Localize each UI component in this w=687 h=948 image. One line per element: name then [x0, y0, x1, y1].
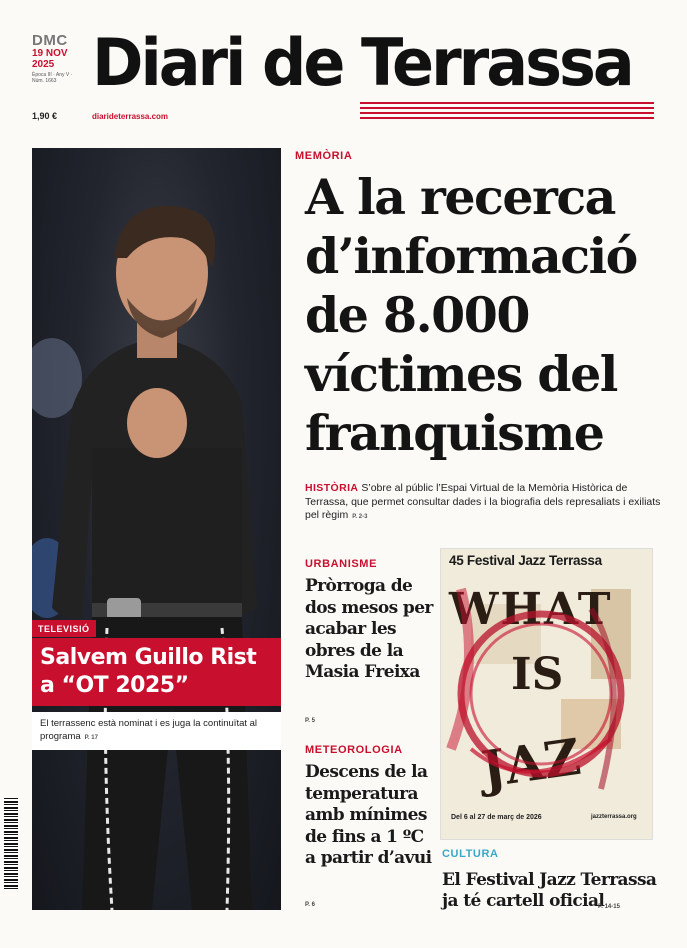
cultura-kicker: CULTURA — [442, 848, 499, 860]
barcode — [4, 798, 18, 890]
issue-date: 19 NOV 2025 — [32, 48, 68, 70]
poster-dates: Del 6 al 27 de març de 2026 — [451, 814, 542, 821]
poster-artwork — [441, 549, 653, 840]
meteo-page: P. 6 — [305, 902, 315, 908]
lead-subhead — [305, 482, 665, 525]
lead-sub-kicker: HISTÒRIA — [305, 482, 359, 494]
feature-deck-text: El terrassenc està nominat i es juga la continuïtat al programa — [40, 718, 258, 742]
edition-label: DMC — [32, 32, 68, 49]
urbanisme-headline[interactable]: Pròrroga de dos mesos per acabar les obres de la Masia Freixa — [305, 576, 433, 682]
cultura-page: P. 14-15 — [598, 904, 620, 910]
newspaper-logo: Diari de Terrassa — [92, 24, 632, 101]
jazz-festival-poster[interactable] — [440, 548, 653, 840]
feature-page: P. 17 — [84, 735, 98, 741]
svg-text:JAZ: JAZ — [477, 726, 585, 800]
cultura-headline[interactable]: El Festival Jazz Terrassa ja té cartell oficial — [442, 870, 657, 911]
newspaper-url[interactable]: diarideterrassa.com — [92, 112, 169, 121]
feature-photo[interactable] — [32, 148, 281, 910]
issue-price: 1,90 € — [32, 111, 58, 121]
poster-site: jazzterrassa.org — [591, 814, 637, 820]
lead-headline[interactable]: A la recerca d’informació de 8.000 víctimes del franquisme — [305, 168, 637, 462]
meteo-kicker: METEOROLOGIA — [305, 744, 403, 756]
urbanisme-kicker: URBANISME — [305, 558, 378, 570]
feature-headline[interactable]: Salvem Guillo Rist a “OT 2025” — [32, 638, 281, 706]
issue-meta: Època III · Any V · Núm. 1663 — [32, 72, 73, 84]
poster-title: 45 Festival Jazz Terrassa — [449, 553, 602, 568]
feature-kicker: TELEVISIÓ — [32, 620, 96, 637]
lead-sub-page: P. 2-3 — [352, 514, 368, 520]
logo-stripes — [360, 102, 654, 124]
meteo-headline[interactable]: Descens de la temperatura amb mínimes de fins a 1 ºC a partir d’avui — [305, 762, 432, 868]
feature-deck — [32, 712, 281, 750]
urbanisme-page: P. 5 — [305, 718, 315, 724]
lead-sub-text: S’obre al públic l’Espai Virtual de la Memòria Històrica de Terrassa, que permet consultar dades i la biografia dels represaliats i exiliats pel règim — [305, 482, 661, 521]
lead-kicker: MEMÒRIA — [295, 150, 353, 162]
svg-text:WHAT: WHAT — [449, 584, 613, 635]
svg-text:IS: IS — [511, 649, 564, 700]
